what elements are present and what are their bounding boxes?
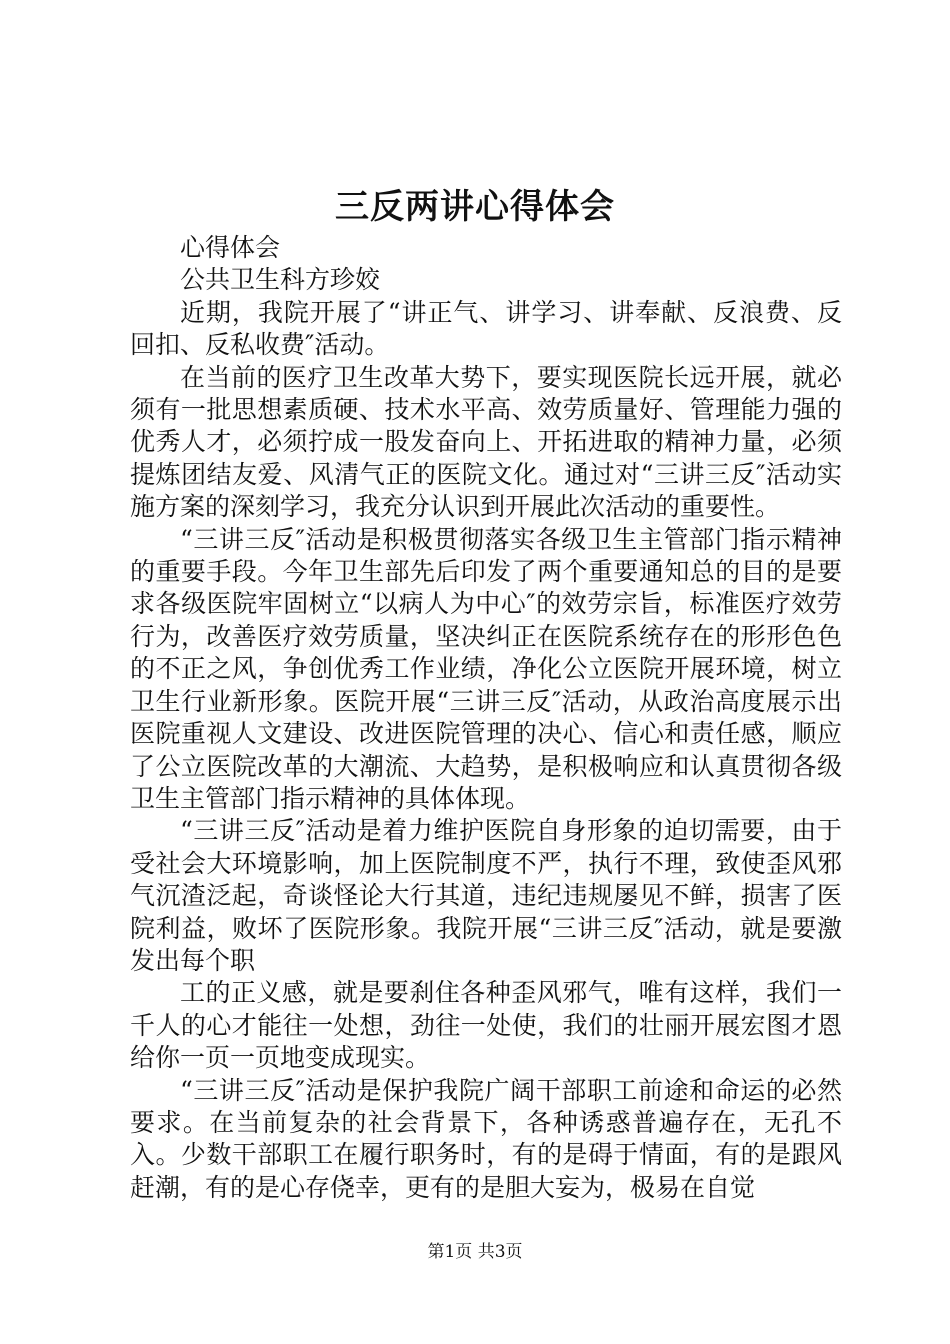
- paragraph: 工的正义感，就是要刹住各种歪风邪气，唯有这样，我们一千人的心才能往一处想，劲往一处使，我们的壮丽开展宏图才恩给你一页一页地变成现实。: [130, 978, 842, 1073]
- paragraph: 在当前的医疗卫生改革大势下，要实现医院长远开展，就必须有一批思想素质硬、技术水平高、效劳质量好、管理能力强的优秀人才，必须拧成一股发奋向上、开拓进取的精神力量，必须提炼团结友爱、风清气正的医院文化。通过对“三讲三反″活动实施方案的深刻学习，我充分认识到开展此次活动的重要性。: [130, 362, 842, 522]
- paragraph: 近期，我院开展了“讲正气、讲学习、讲奉献、反浪费、反回扣、反私收费″活动。: [130, 297, 842, 360]
- document-title: 三反两讲心得体会: [335, 187, 615, 227]
- paragraph-heading: 心得体会: [180, 233, 281, 262]
- document-body: [130, 232, 842, 1204]
- paragraph-author: 公共卫生科方珍姣: [180, 265, 381, 295]
- paragraph: “三讲三反″活动是积极贯彻落实各级卫生主管部门指示精神的重要手段。今年卫生部先后印发了两个重要通知总的目的是要求各级医院牢固树立“以病人为中心″的效劳宗旨，标准医疗效劳行为，改善医疗效劳质量，坚决纠正在医院系统存在的形形色色的不正之风，争创优秀工作业绩，净化公立医院开展环境，树立卫生行业新形象。医院开展“三讲三反″活动，从政治高度展示出医院重视人文建设、改进医院管理的决心、信心和责任感，顺应了公立医院改革的大潮流、大趋势，是积极响应和认真贯彻各级卫生主管部门指示精神的具体体现。: [130, 524, 842, 813]
- paragraph: “三讲三反″活动是保护我院广阔干部职工前途和命运的必然要求。在当前复杂的社会背景下，各种诱惑普遍存在，无孔不入。少数干部职工在履行职务时，有的是碍于情面，有的是跟风赶潮，有的是心存侥幸，更有的是胆大妄为，极易在自觉: [130, 1075, 842, 1202]
- paragraph: “三讲三反″活动是着力维护医院自身形象的迫切需要，由于受社会大环境影响，加上医院制度不严，执行不理，致使歪风邪气沉渣泛起，奇谈怪论大行其道，违纪违规屡见不鲜，损害了医院利益，败坏了医院形象。我院开展“三讲三反″活动，就是要激发出每个职: [130, 816, 842, 975]
- page-number-footer: 第1页 共3页: [427, 1242, 523, 1262]
